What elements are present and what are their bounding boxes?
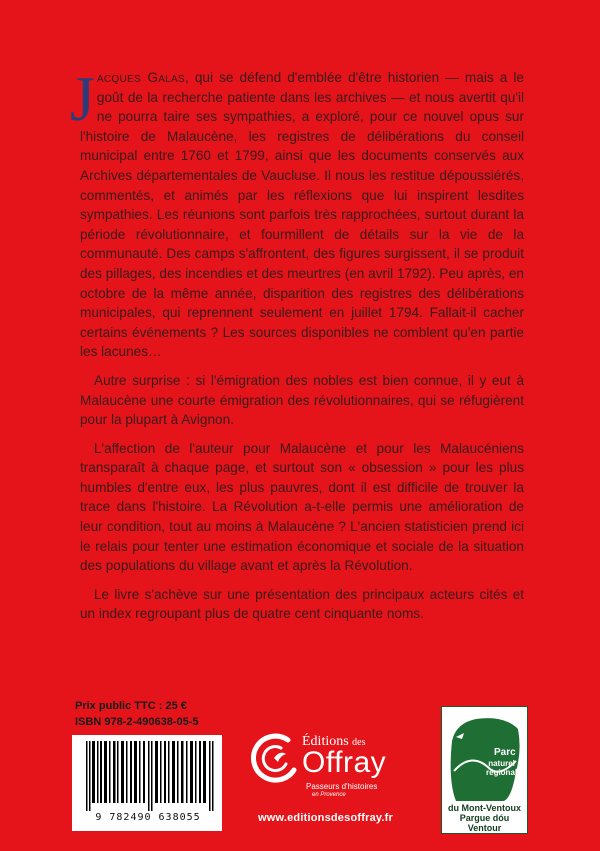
parc-name-fr: du Mont-Ventoux — [448, 803, 521, 813]
publisher-region: en Provence — [312, 792, 346, 798]
author-name: acques Galas — [96, 70, 185, 85]
blurb-paragraph-2: Autre surprise : si l'émigration des nobles est bien connue, il y eut à Malaucène une courte émigration des révolutionnaires, qui se réfugièrent pour la plupart à Avignon. — [80, 372, 524, 428]
publisher-logo — [248, 732, 438, 832]
publisher-editions-word: Éditions — [302, 734, 349, 749]
publisher-des: des — [352, 737, 366, 748]
parc-name-oc: Pargue dóu Ventour — [459, 813, 510, 833]
parc-title: Parc — [494, 747, 516, 758]
back-cover-blurb — [70, 63, 524, 633]
publisher-name: Offray — [302, 746, 387, 779]
parc-mont-ventoux-logo — [441, 706, 528, 834]
isbn-label: ISBN 978-2-490638-05-5 — [75, 716, 199, 728]
publisher-tagline: Passeurs d'histoires — [306, 782, 378, 791]
barcode — [72, 735, 222, 831]
parc-regional: régional — [486, 768, 518, 777]
barcode-digits: 9 782490 638055 — [95, 812, 201, 823]
drop-cap: J — [70, 63, 95, 134]
blurb-paragraph-4: Le livre s'achève sur une présentation des principaux acteurs cités et un index regroupant plus de quatre cent cinquante noms. — [80, 586, 524, 622]
parc-naturel: naturel — [488, 759, 515, 768]
blurb-paragraph-1 — [70, 63, 524, 362]
barcode-bars — [86, 741, 214, 811]
blurb-paragraph-1-text: , qui se défend d'emblée d'être historien — mais a le goût de la recherche patiente dans les archives — et nous avertit qu'il ne pourra taire ses sympathies, a exploré, pour ce nouvel opus sur l'histoire de Malaucène, les registres de délibérations du conseil municipal entre 1760 et 1799, ainsi que les documents conservés aux Archives départementales de Vaucluse. Il nous les restitue dépoussiérés, commentés, et animés par les réflexions que lui inspirent lesdites sympathies. Les réunions sont parfois très rapprochées, surtout durant la période révolutionnaire, et fourmillent de détails sur la vie de la communauté. Des camps s'affrontent, des figures surgissent, il se produit des pillages, des incendies et des meurtres (en avril 1792). Peu après, en octobre de la même année, disparition des registres des délibérations municipales, qui reprennent seulement en juillet 1794. Fallait-il cacher certains événements ? Les sources disponibles ne comblent qu'en partie les lacunes… — [80, 70, 524, 360]
parc-subtitle — [486, 759, 517, 777]
parc-name — [442, 803, 527, 833]
offray-logo-icon — [248, 732, 302, 786]
publisher-url: www.editionsdesoffray.fr — [258, 812, 393, 824]
price-label: Prix public TTC : 25 € — [75, 700, 187, 712]
blurb-paragraph-3: L'affection de l'auteur pour Malaucène et pour les Malaucéniens transparaît à chaque page, et surtout son « obsession » pour les plus humbles d'entre eux, les plus pauvres, dont il est difficile de trouver la trace dans l'histoire. La Révolution a-t-elle permis une amélioration de leur condition, tout au moins à Malaucène ? L'ancien statisticien prend ici le relais pour tenter une estimation économique et sociale de la situation des populations du village avant et après la Révolution. — [80, 440, 524, 574]
